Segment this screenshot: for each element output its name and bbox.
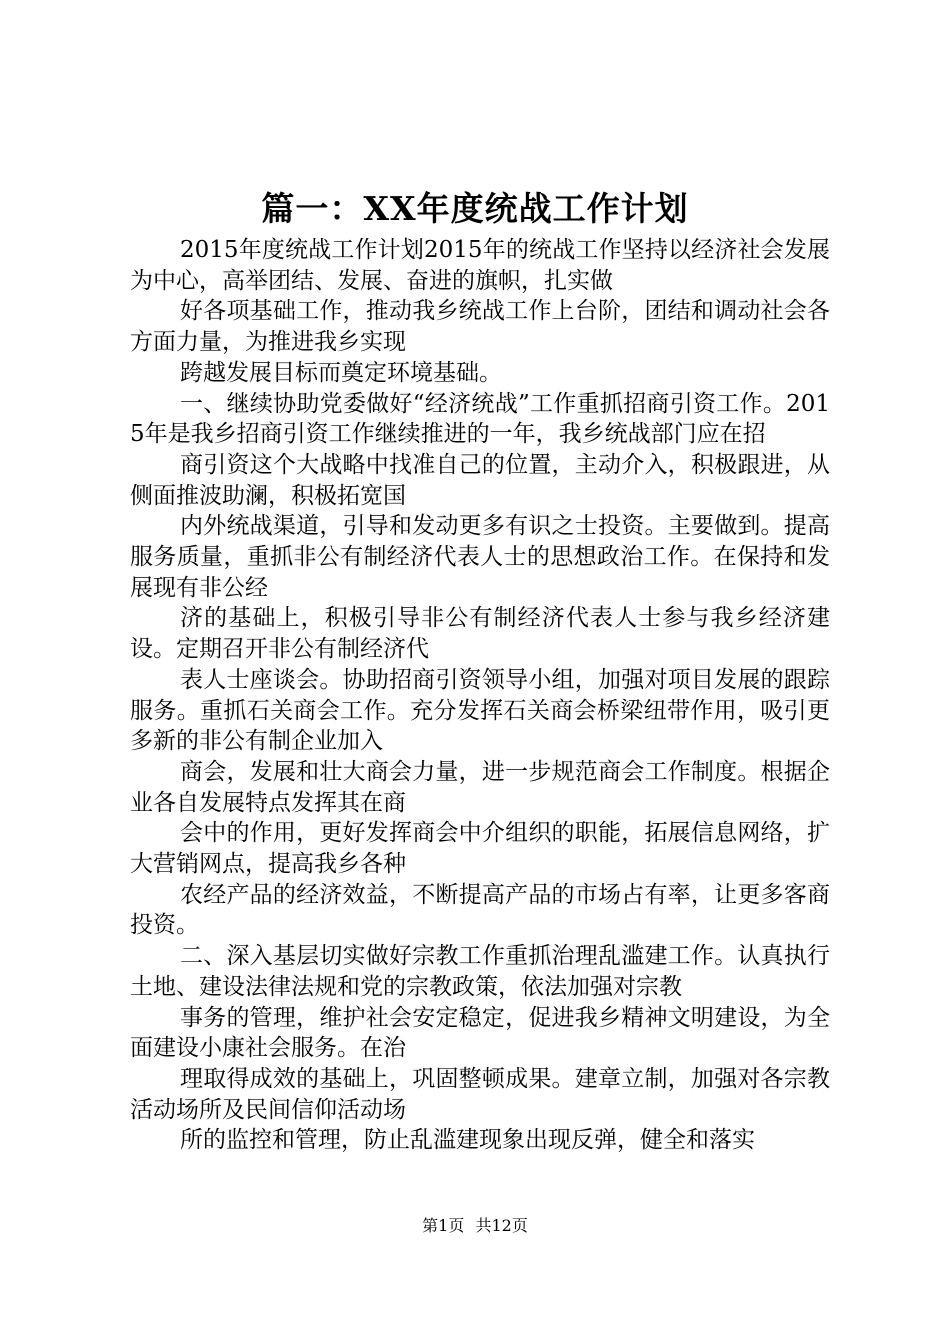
document-body — [130, 235, 830, 1156]
paragraph: 表人士座谈会。协助招商引资领导小组，加强对项目发展的跟踪服务。重抓石关商会工作。充分发挥石关商会桥梁纽带作用，吸引更多新的非公有制企业加入 — [130, 666, 830, 755]
paragraph: 济的基础上，积极引导非公有制经济代表人士参与我乡经济建设。定期召开非公有制经济代 — [130, 605, 830, 663]
paragraph: 跨越发展目标而奠定环境基础。 — [180, 359, 502, 386]
document-title: 篇一：XX年度统战工作计划 — [261, 189, 689, 228]
paragraph: 商会，发展和壮大商会力量，进一步规范商会工作制度。根据企业各自发展特点发挥其在商 — [130, 758, 830, 816]
page-number: 第1页 — [422, 1216, 465, 1235]
paragraph: 二、深入基层切实做好宗教工作重抓治理乱滥建工作。认真执行土地、建设法律法规和党的宗教政策，依法加强对宗教 — [130, 943, 830, 1000]
paragraph: 2015年度统战工作计划2015年的统战工作坚持以经济社会发展为中心，高举团结、发展、奋进的旗帜，扎实做 — [130, 237, 830, 294]
paragraph: 所的监控和管理，防止乱滥建现象出现反弹，健全和落实 — [180, 1127, 755, 1154]
page-footer — [0, 1215, 950, 1237]
paragraph: 会中的作用，更好发挥商会中介组织的职能，拓展信息网络，扩大营销网点，提高我乡各种 — [130, 820, 830, 878]
paragraph: 商引资这个大战略中找准自己的位置，主动介入，积极跟进，从侧面推波助澜，积极拓宽国 — [130, 451, 830, 509]
page-total: 共12页 — [475, 1216, 528, 1235]
paragraph: 内外统战渠道，引导和发动更多有识之士投资。主要做到。提高服务质量，重抓非公有制经济代表人士的思想政治工作。在保持和发展现有非公经 — [130, 513, 830, 601]
paragraph: 理取得成效的基础上，巩固整顿成果。建章立制，加强对各宗教活动场所及民间信仰活动场 — [130, 1065, 830, 1123]
paragraph: 一、继续协助党委做好“经济统战”工作重抓招商引资工作。2015年是我乡招商引资工作继续推进的一年，我乡统战部门应在招 — [130, 390, 830, 448]
paragraph: 好各项基础工作，推动我乡统战工作上台阶，团结和调动社会各方面力量，为推进我乡实现 — [130, 298, 830, 356]
paragraph: 事务的管理，维护社会安定稳定，促进我乡精神文明建设，为全面建设小康社会服务。在治 — [130, 1004, 830, 1062]
paragraph: 农经产品的经济效益，不断提高产品的市场占有率，让更多客商投资。 — [130, 881, 830, 939]
